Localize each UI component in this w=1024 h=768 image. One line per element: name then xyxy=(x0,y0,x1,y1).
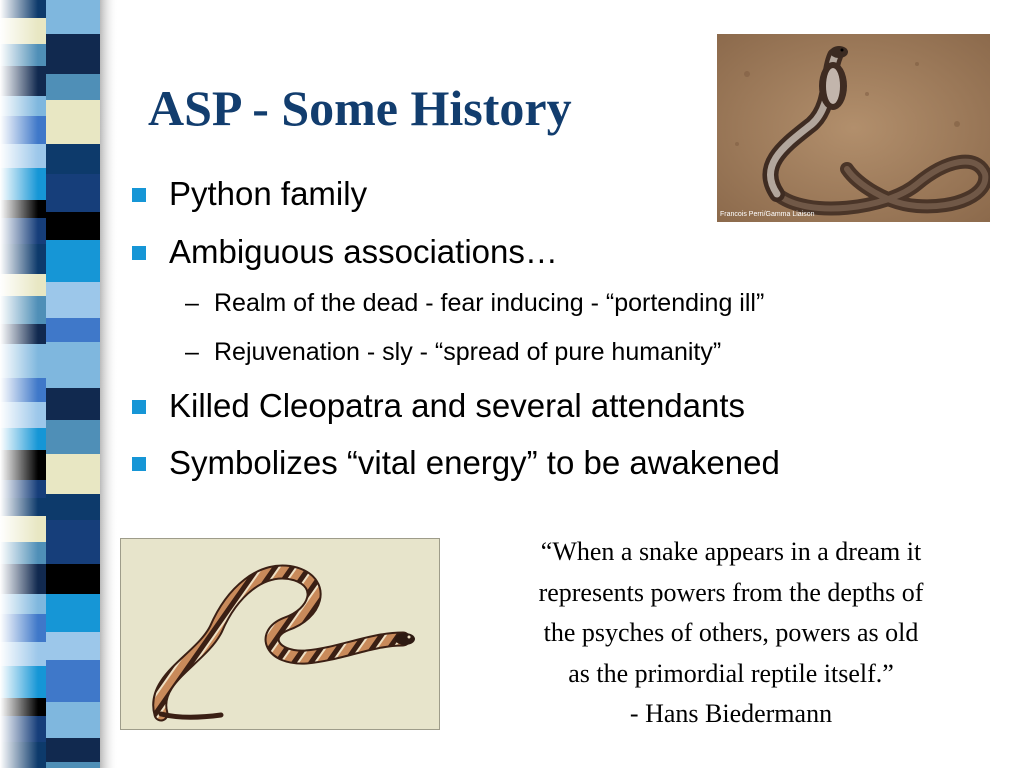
kingsnake-image xyxy=(121,539,439,729)
quote-line: the psyches of others, powers as old xyxy=(543,618,919,647)
quote-line: represents powers from the depths of xyxy=(538,577,924,607)
quote-line: as the primordial reptile itself.” xyxy=(568,658,894,688)
quote-line: “When a snake appears in a dream it xyxy=(540,537,922,566)
dash-icon: – xyxy=(185,289,199,317)
bullet-square-icon xyxy=(132,400,146,414)
bullet-square-icon xyxy=(132,188,146,202)
cobra-photo xyxy=(717,34,990,222)
decorative-stripe-bar xyxy=(0,0,120,768)
bullet-square-icon xyxy=(132,457,146,471)
bullet-square-icon xyxy=(132,246,146,260)
photo-credit: Francois Perri/Gamma Liaison xyxy=(720,211,815,218)
cobra-image xyxy=(717,34,990,222)
quote-block xyxy=(462,532,1000,735)
dash-icon: – xyxy=(185,338,199,366)
kingsnake-photo xyxy=(120,538,440,730)
quote-attribution: - Hans Biedermann xyxy=(629,699,833,728)
slide-title: ASP - Some History xyxy=(148,80,572,136)
